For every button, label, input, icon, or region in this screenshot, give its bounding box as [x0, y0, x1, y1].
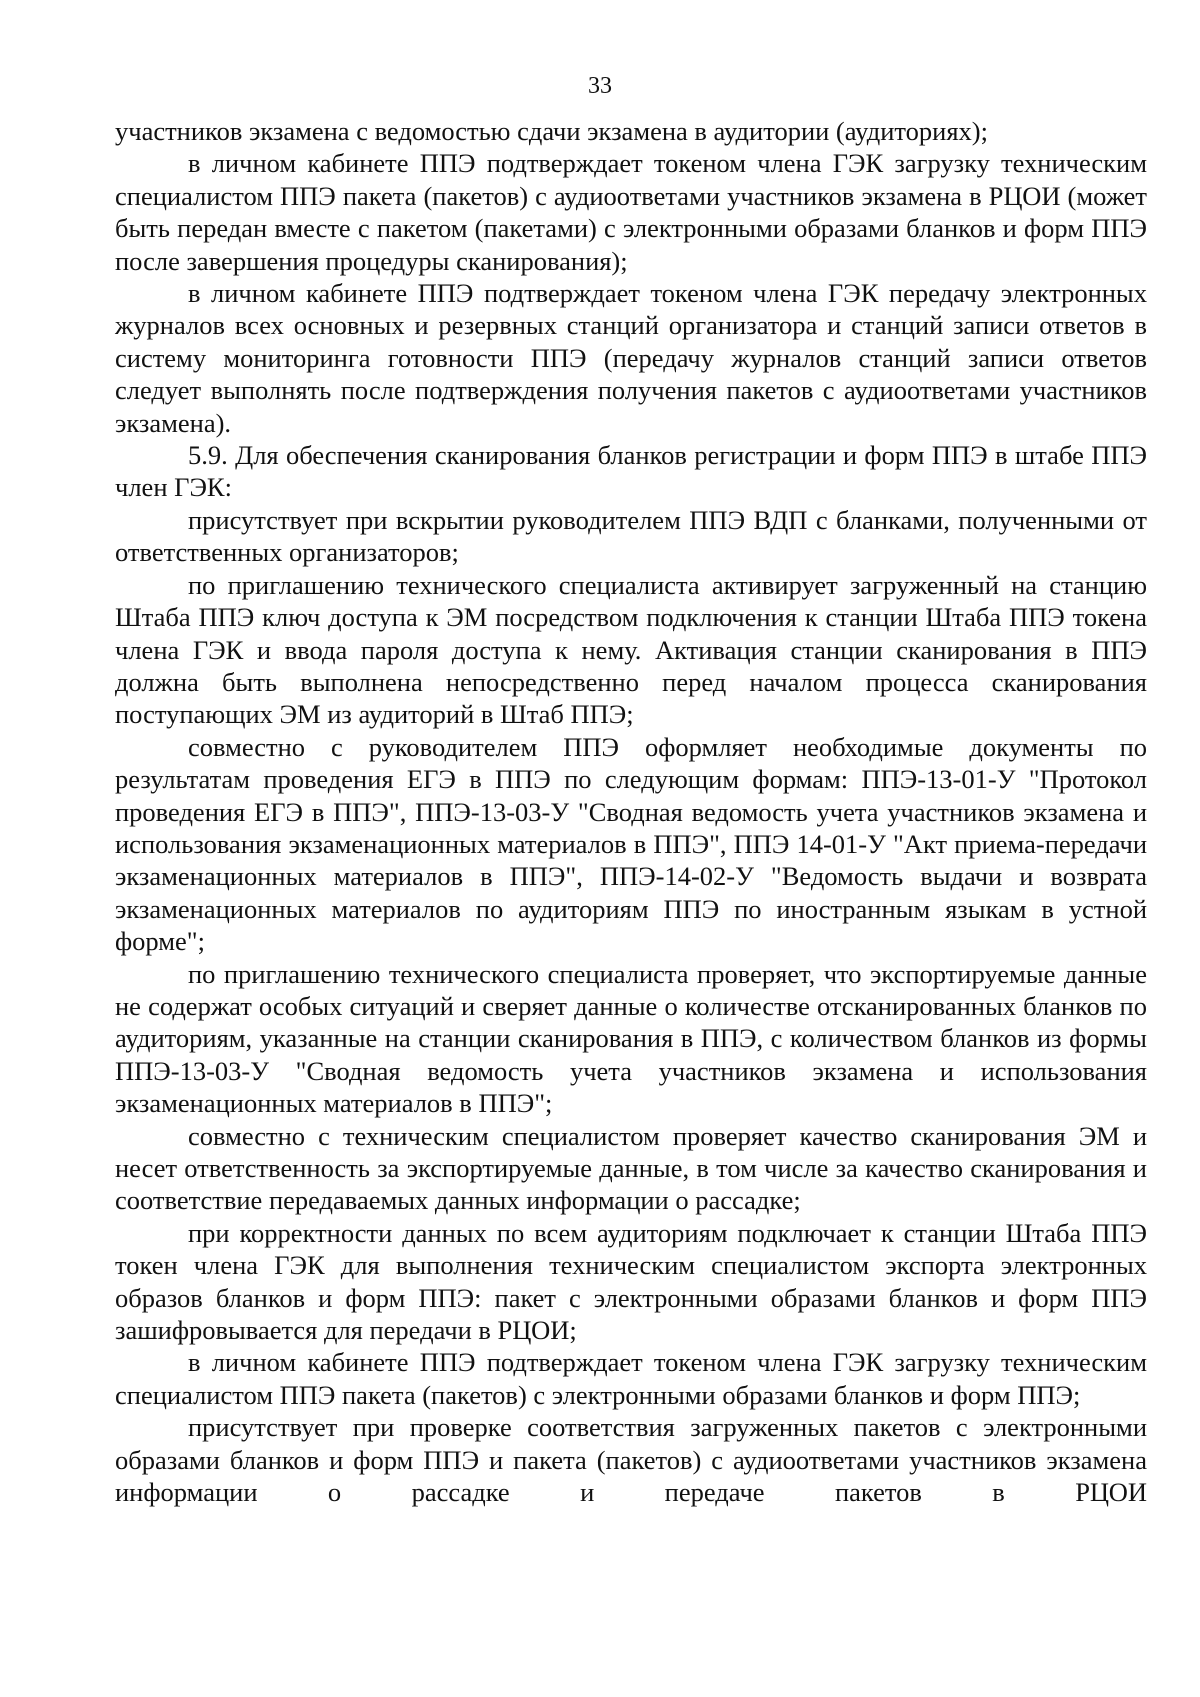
document-body: [115, 115, 1147, 1508]
paragraph-vdp-opening: присутствует при вскрытии руководителем ППЭ ВДП с бланками, полученными от ответственных организаторов;: [115, 504, 1147, 568]
paragraph-section-5-9: 5.9. Для обеспечения сканирования бланков регистрации и форм ППЭ в штабе ППЭ член ГЭК:: [115, 440, 1147, 503]
paragraph-token-export: при корректности данных по всем аудиториям подключает к станции Штаба ППЭ токен члена ГЭК для выполнения техническим специалистом экспорта электронных образов бланков и форм ППЭ: пакет с электронными образами бланков и форм ППЭ зашифровывается для передачи в РЦОИ;: [115, 1217, 1147, 1346]
paragraph-export-check: по приглашению технического специалиста проверяет, что экспортируемые данные не содержат особых ситуаций и сверяет данные о количестве отсканированных бланков по аудиториям, указанные на станции сканирования в ППЭ, с количеством бланков из формы ППЭ-13-03-У "Сводная ведомость учета участников экзамена и использования экзаменационных материалов в ППЭ";: [115, 958, 1147, 1119]
page-number: 33: [588, 73, 612, 99]
paragraph-audio-upload: в личном кабинете ППЭ подтверждает токеном члена ГЭК загрузку техническим специалистом ППЭ пакета (пакетов) с аудиоответами участников экзамена в РЦОИ (может быть передан вместе с пакетом (пакетами) с электронными образами бланков и форм ППЭ после завершения процедуры сканирования);: [115, 148, 1147, 276]
paragraph-journal-transfer: в личном кабинете ППЭ подтверждает токеном члена ГЭК передачу электронных журналов всех основных и резервных станций организатора и станций записи ответов в систему мониторинга готовности ППЭ (передачу журналов станций записи ответов следует выполнять после подтверждения получения пакетов с аудиоответами участников экзамена).: [115, 278, 1147, 438]
paragraph-documents: совместно с руководителем ППЭ оформляет необходимые документы по результатам проведения ЕГЭ в ППЭ по следующим формам: ППЭ-13-01-У "Протокол проведения ЕГЭ в ППЭ", ППЭ-13-03-У "Сводная ведомость учета участников экзамена и использования экзаменационных материалов в ППЭ", ППЭ 14-01-У "Акт приема-передачи экзаменационных материалов в ППЭ", ППЭ-14-02-У "Ведомость выдачи и возврата экзаменационных материалов по аудиториям ППЭ по иностранным языкам в устной форме";: [115, 731, 1147, 957]
paragraph-package-check: присутствует при проверке соответствия загруженных пакетов с электронными образами бланков и форм ППЭ и пакета (пакетов) с аудиоответами участников экзамена информации о рассадке и передаче пакетов в РЦОИ: [115, 1412, 1147, 1508]
paragraph-continuation: участников экзамена с ведомостью сдачи экзамена в аудитории (аудиториях);: [115, 116, 988, 146]
paragraph-scan-quality: совместно с техническим специалистом проверяет качество сканирования ЭМ и несет ответственность за экспортируемые данные, в том числе за качество сканирования и соответствие передаваемых данных информации о рассадке;: [115, 1120, 1147, 1216]
paragraph-key-activation: по приглашению технического специалиста активирует загруженный на станцию Штаба ППЭ ключ доступа к ЭМ посредством подключения к станции Штаба ППЭ токена члена ГЭК и ввода пароля доступа к нему. Активация станции сканирования в ППЭ должна быть выполнена непосредственно перед началом процесса сканирования поступающих ЭМ из аудиторий в Штаб ППЭ;: [115, 569, 1147, 730]
paragraph-package-upload: в личном кабинете ППЭ подтверждает токеном члена ГЭК загрузку техническим специалистом ППЭ пакета (пакетов) с электронными образами бланков и форм ППЭ;: [115, 1347, 1147, 1410]
